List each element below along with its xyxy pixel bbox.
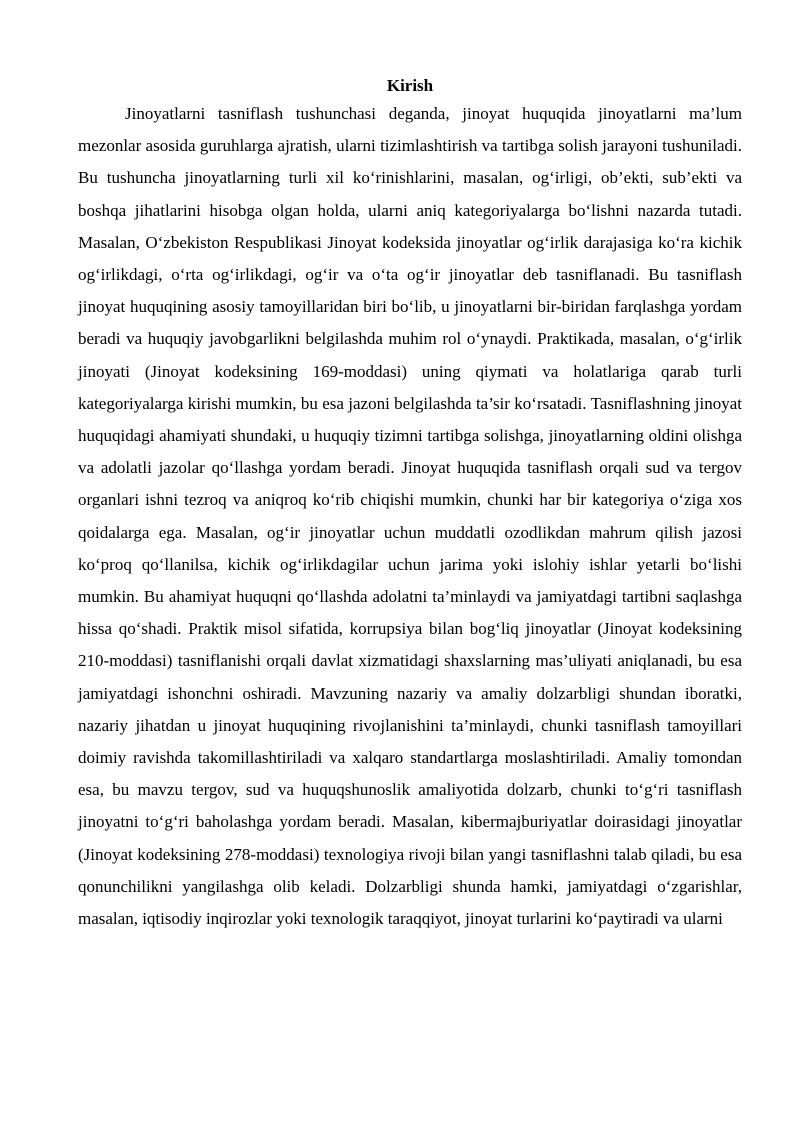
- body-paragraph: Jinoyatlarni tasniflash tushunchasi deganda, jinoyat huquqida jinoyatlarni ma’lum mezonlar asosida guruhlarga ajratish, ularni tizimlashtirish va tartibga solish jarayoni tushuniladi. Bu tushuncha jinoyatlarning turli xil ko‘rinishlarini, masalan, og‘irligi, ob’ekti, sub’ekti va boshqa jihatlarini hisobga olgan holda, ularni aniq kategoriyalarga bo‘lishni nazarda tutadi. Masalan, O‘zbekiston Respublikasi Jinoyat kodeksida jinoyatlar og‘irlik darajasiga ko‘ra kichik og‘irlikdagi, o‘rta og‘irlikdagi, og‘ir va o‘ta og‘ir jinoyatlar deb tasniflanadi. Bu tasniflash jinoyat huquqining asosiy tamoyillaridan biri bo‘lib, u jinoyatlarni bir-biridan farqlashga yordam beradi va huquqiy javobgarlikni belgilashda muhim rol o‘ynaydi. Praktikada, masalan, o‘g‘irlik jinoyati (Jinoyat kodeksining 169-moddasi) uning qiymati va holatlariga qarab turli kategoriyalarga kirishi mumkin, bu esa jazoni belgilashda ta’sir ko‘rsatadi. Tasniflashning jinoyat huquqidagi ahamiyati shundaki, u huquqiy tizimni tartibga solishga, jinoyatlarning oldini olishga va adolatli jazolar qo‘llashga yordam beradi. Jinoyat huquqida tasniflash orqali sud va tergov organlari ishni tezroq va aniqroq ko‘rib chiqishi mumkin, chunki har bir kategoriya o‘ziga xos qoidalarga ega. Masalan, og‘ir jinoyatlar uchun muddatli ozodlikdan mahrum qilish jazosi ko‘proq qo‘llanilsa, kichik og‘irlikdagilar uchun jarima yoki islohiy ishlar yetarli bo‘lishi mumkin. Bu ahamiyat huquqni qo‘llashda adolatni ta’minlaydi va jamiyatdagi tartibni saqlashga hissa qo‘shadi. Praktik misol sifatida, korrupsiya bilan bog‘liq jinoyatlar (Jinoyat kodeksining 210-moddasi) tasniflanishi orqali davlat xizmatidagi shaxslarning mas’uliyati aniqlanadi, bu esa jamiyatdagi ishonchni oshiradi. Mavzuning nazariy va amaliy dolzarbligi shundan iboratki, nazariy jihatdan u jinoyat huquqining rivojlanishini ta’minlaydi, chunki tasniflash tamoyillari doimiy ravishda takomillashtiriladi va xalqaro standartlarga moslashtiriladi. Amaliy tomondan esa, bu mavzu tergov, sud va huquqshunoslik amaliyotida dolzarb, chunki to‘g‘ri tasniflash jinoyatni to‘g‘ri baholashga yordam beradi. Masalan, kibermajburiyatlar doirasidagi jinoyatlar (Jinoyat kodeksining 278-moddasi) texnologiya rivoji bilan yangi tasniflashni talab qiladi, bu esa qonunchilikni yangilashga olib keladi. Dolzarbligi shunda hamki, jamiyatdagi o‘zgarishlar, masalan, iqtisodiy inqirozlar yoki texnologik taraqqiyot, jinoyat turlarini ko‘paytiradi va ularni: [78, 104, 742, 929]
- page-title: Kirish: [386, 76, 434, 95]
- document-page: [78, 74, 742, 935]
